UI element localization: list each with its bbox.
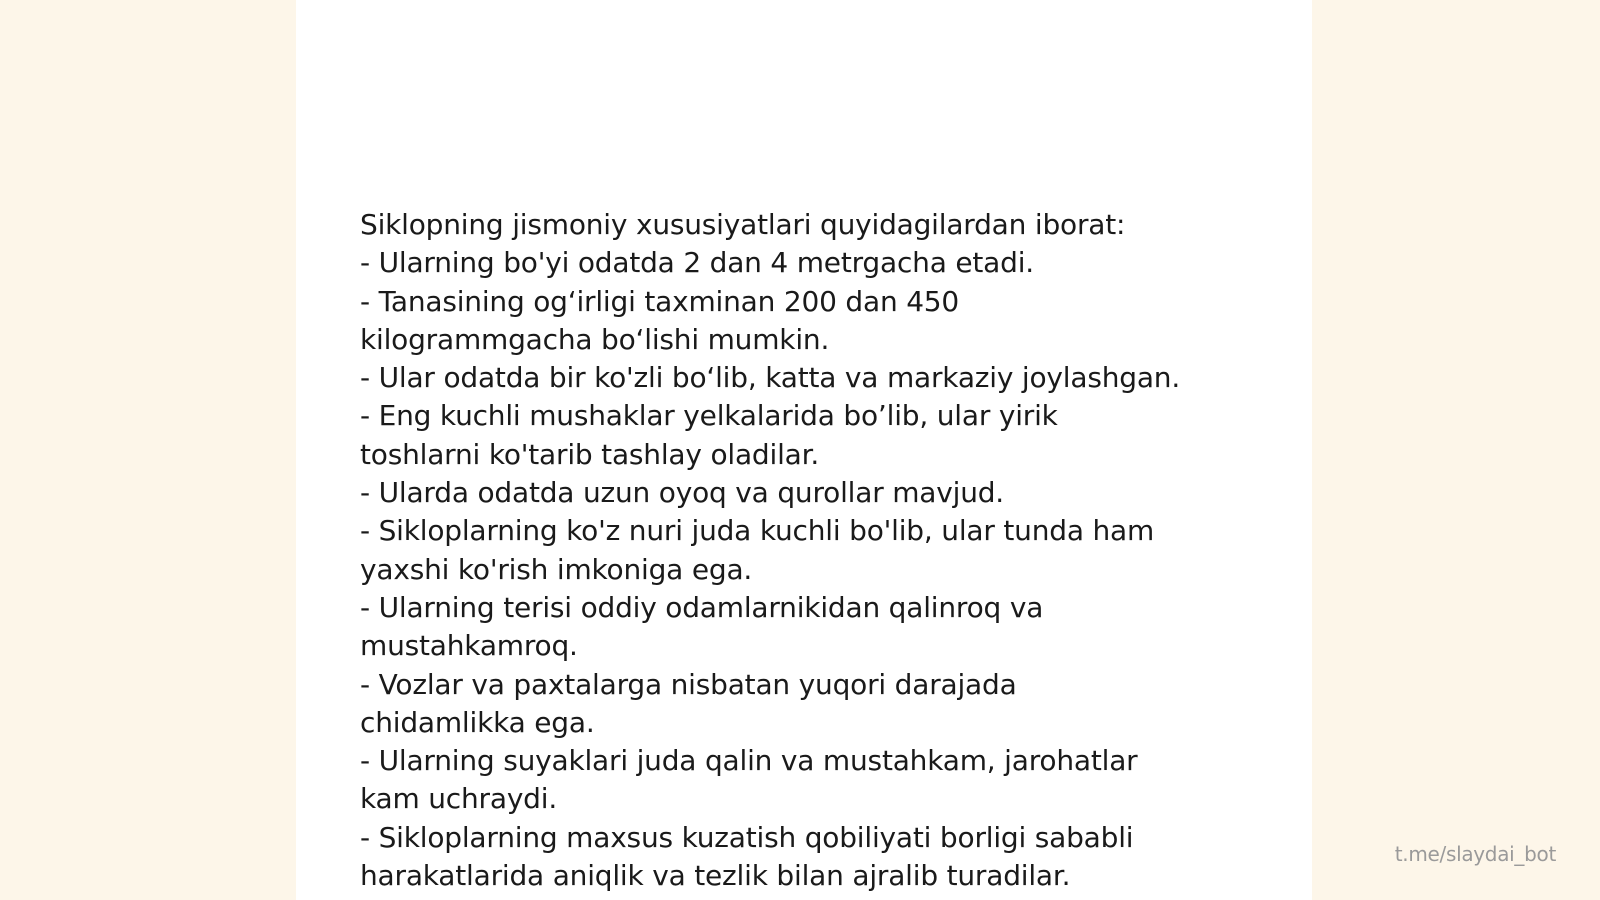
slide-body-text (360, 206, 1260, 895)
text-line: - Tanasining og‘irligi taxminan 200 dan 450 (360, 284, 960, 318)
text-line: - Vozlar va paxtalarga nisbatan yuqori darajada (360, 667, 1017, 701)
text-line: kilogrammgacha bo‘lishi mumkin. (360, 322, 830, 356)
text-line: harakatlarida aniqlik va tezlik bilan ajralib turadilar. (360, 859, 1071, 893)
text-line: - Ular odatda bir ko'zli bo‘lib, katta va markaziy joylashgan. (360, 361, 1181, 395)
text-line: - Sikloplarning ko'z nuri juda kuchli bo'lib, ular tunda ham (360, 514, 1155, 548)
text-line: chidamlikka ega. (360, 705, 595, 739)
text-line: - Ularning suyaklari juda qalin va mustahkam, jarohatlar (360, 744, 1138, 778)
text-line: mustahkamroq. (360, 629, 578, 663)
watermark-link: t.me/slaydai_bot (1394, 842, 1556, 866)
text-line: kam uchraydi. (360, 782, 558, 816)
text-line: - Sikloplarning maxsus kuzatish qobiliyati borligi sababli (360, 820, 1134, 854)
text-line: yaxshi ko'rish imkoniga ega. (360, 552, 753, 586)
text-line: toshlarni ko'tarib tashlay oladilar. (360, 437, 820, 471)
text-line: Siklopning jismoniy xususiyatlari quyidagilardan iborat: (360, 208, 1126, 241)
text-line: - Ularda odatda uzun oyoq va qurollar mavjud. (360, 476, 1005, 510)
text-line: - Ularning terisi oddiy odamlarnikidan qalinroq va (360, 590, 1044, 624)
text-line: - Ularning bo'yi odatda 2 dan 4 metrgacha etadi. (360, 246, 1034, 280)
text-line: - Eng kuchli mushaklar yelkalarida bo’lib, ular yirik (360, 399, 1058, 433)
